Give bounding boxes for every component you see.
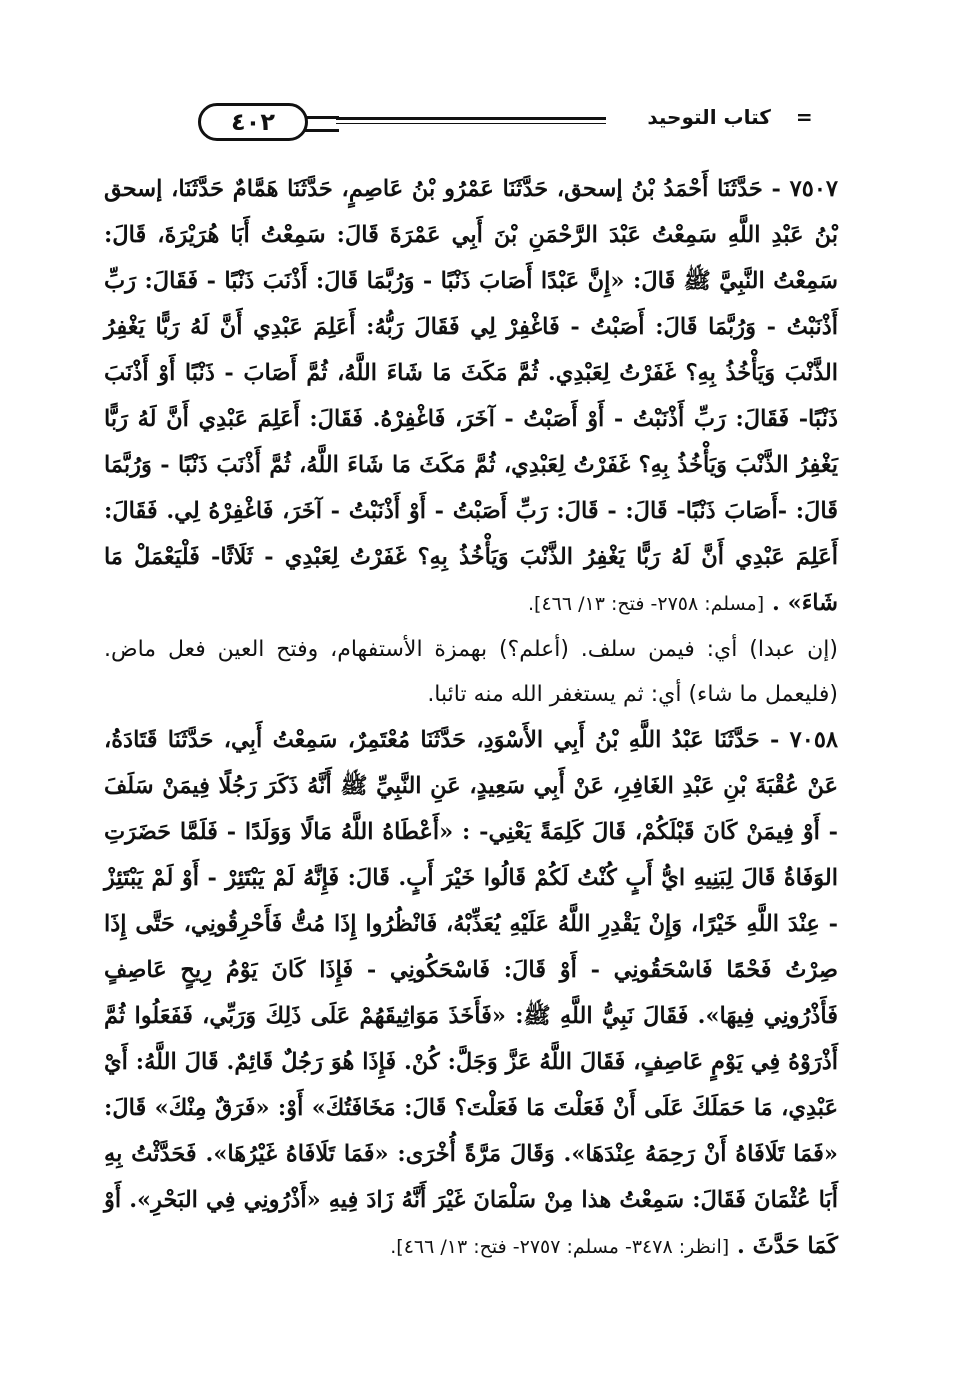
- badge-ornament-line: [305, 116, 339, 132]
- page-body: [104, 166, 838, 1270]
- hadith-text: ٧٠٥٨ - حَدَّثَنَا عَبْدُ اللَّهِ بْنُ أَبِي الأَسْوَدِ، حَدَّثَنَا مُعْتَمِرٌ، سَمِعْتُ أَبِي، حَدَّثَنَا قَتَادَةُ، عَنْ عُقْبَةَ بْنِ عَبْدِ الغَافِرِ، عَنْ أَبِي سَعِيدٍ، عَنِ النَّبِيِّ ﷺ أَنَّهُ ذَكَرَ رَجُلًا فِيمَنْ سَلَفَ - أَوْ فِيمَنْ كَانَ قَبْلَكُمْ، قَالَ كَلِمَةً يَعْنِي- : «أَعْطَاهُ اللَّهُ مَالًا وَوَلَدًا - فَلَمَّا حَضَرَتِ الوَفَاةُ قَالَ لِبَنِيهِ ايُّ أَبٍ كُنْتُ لَكُمْ قَالُوا خَيْرَ أَبٍ. قَالَ: فَإِنَّهُ لَمْ يَبْتَئِرْ - أَوْ لَمْ يَبْتَئِزْ - عِنْدَ اللَّهِ خَيْرًا، وَإِنْ يَقْدِرِ اللَّهُ عَلَيْهِ يُعَذِّبْهُ، فَانْظُرُوا إِذَا مُتُّ فَأَحْرِقُونِي، حَتَّى إِذَا صِرْتُ فَحْمًا فَاسْحَقُونِي - أَوْ قَالَ: فَاسْحَكُونِي - فَإِذَا كَانَ يَوْمُ رِيحٍ عَاصِفٍ فَأَذْرُونِي فِيهَا». فَقَالَ نَبِيُّ اللَّهِ ﷺ: «فَأَخَذَ مَوَاثِيقَهُمْ عَلَى ذَلِكَ وَرَبِّي، فَفَعَلُوا ثُمَّ أَذْرَوْهُ فِي يَوْمٍ عَاصِفٍ، فَقَالَ اللَّهُ عَزَّ وَجَلَّ: كُنْ. فَإِذَا هُوَ رَجُلٌ قَائِمٌ. قَالَ اللَّهُ: أَيْ عَبْدِي، مَا حَمَلَكَ عَلَى أَنْ فَعَلْتَ مَا فَعَلْتَ؟ قَالَ: مَخَافَتُكَ» أَوْ: «فَرَقٌ مِنْكَ» قَالَ: «فَمَا تَلَافَاهُ أَنْ رَحِمَهُ عِنْدَهَا». وَقَالَ مَرَّةً أُخْرَى: «فَمَا تَلَافَاهُ غَيْرُهَا». فَحَدَّثْتُ بِهِ أَبَا عُثْمَانَ فَقَالَ: سَمِعْتُ هذا مِنْ سَلْمَانَ غَيْرَ أَنَّهُ زَادَ فِيهِ «أَذْرُونِي فِي البَحْرِ». أَوْ كَمَا حَدَّثَ .: [104, 727, 839, 1259]
- hadith-reference: [مسلم: ٢٧٥٨- فتح: ١٣/ ٤٦٦].: [528, 593, 765, 615]
- hadith-paragraph: [104, 166, 838, 627]
- page-header: [100, 103, 830, 151]
- book-title-text: كتاب التوحيد: [647, 105, 771, 129]
- header-ornament: =: [795, 105, 813, 129]
- page-number: ٤٠٢: [231, 108, 275, 136]
- hadith-paragraph: [104, 717, 838, 1270]
- commentary-text: (إن عبدا) أي: فيمن سلف. (أعلم؟) بهمزة الأستفهام، وفتح العين فعل ماض. (فليعمل ما شاء) أي: ثم يستغفر الله منه تائبا.: [104, 637, 838, 707]
- hadith-text: ٧٥٠٧ - حَدَّثَنَا أَحْمَدُ بْنُ إسحق، حَدَّثَنَا عَمْرُو بْنُ عَاصِمٍ، حَدَّثَنَا هَمَّامٌ حَدَّثَنَا، إسحق بْنُ عَبْدِ اللَّهِ سَمِعْتُ عَبْدَ الرَّحْمَنِ بْنَ أَبِي عَمْرَةَ قَالَ: سَمِعْتُ أَبَا هُرَيْرَةَ، قَالَ: سَمِعْتُ النَّبِيَّ ﷺ قَالَ: «إِنَّ عَبْدًا أَصَابَ ذَنْبًا - وَرُبَّمَا قَالَ: أَذْنَبَ ذَنْبًا - فَقَالَ: رَبِّ أَذْنَبْتُ - وَرُبَّمَا قَالَ: أَصَبْتُ - فَاغْفِرْ لِي فَقَالَ رَبُّهُ: أَعَلِمَ عَبْدِي أَنَّ لَهُ رَبًّا يَغْفِرُ الذَّنْبَ وَيَأْخُذُ بِهِ؟ غَفَرْتُ لِعَبْدِي. ثُمَّ مَكَثَ مَا شَاءَ اللَّهُ، ثُمَّ أَصَابَ - ذَنْبًا أَوْ أَذْنَبَ ذَنْبًا- فَقَالَ: رَبِّ أَذْنَبْتُ - أَوْ أَصَبْتُ - آخَرَ، فَاغْفِرْهُ. فَقَالَ: أَعَلِمَ عَبْدِي أَنَّ لَهُ رَبًّا يَغْفِرُ الذَّنْبَ وَيَأْخُذُ بِهِ؟ غَفَرْتُ لِعَبْدِي، ثُمَّ مَكَثَ مَا شَاءَ اللَّهُ، ثُمَّ أَذْنَبَ ذَنْبًا - وَرُبَّمَا قَالَ: -أَصَابَ ذَنْبًا- قَالَ: - قَالَ: رَبِّ أَصَبْتُ - أَوْ أَذْنَبْتُ - آخَرَ، فَاغْفِرْهُ لِي. فَقَالَ: أَعَلِمَ عَبْدِي أَنَّ لَهُ رَبًّا يَغْفِرُ الذَّنْبَ وَيَأْخُذُ بِهِ؟ غَفَرْتُ لِعَبْدِي - ثَلَاثًا- فَلْيَعْمَلْ مَا شَاءَ» .: [104, 176, 838, 616]
- header-rule: [336, 117, 606, 124]
- page-number-badge: [198, 103, 308, 141]
- commentary-paragraph: [104, 627, 838, 717]
- hadith-reference: [انظر: ٣٤٧٨- مسلم: ٢٧٥٧- فتح: ١٣/ ٤٦٦].: [390, 1236, 730, 1258]
- book-title: [630, 105, 830, 129]
